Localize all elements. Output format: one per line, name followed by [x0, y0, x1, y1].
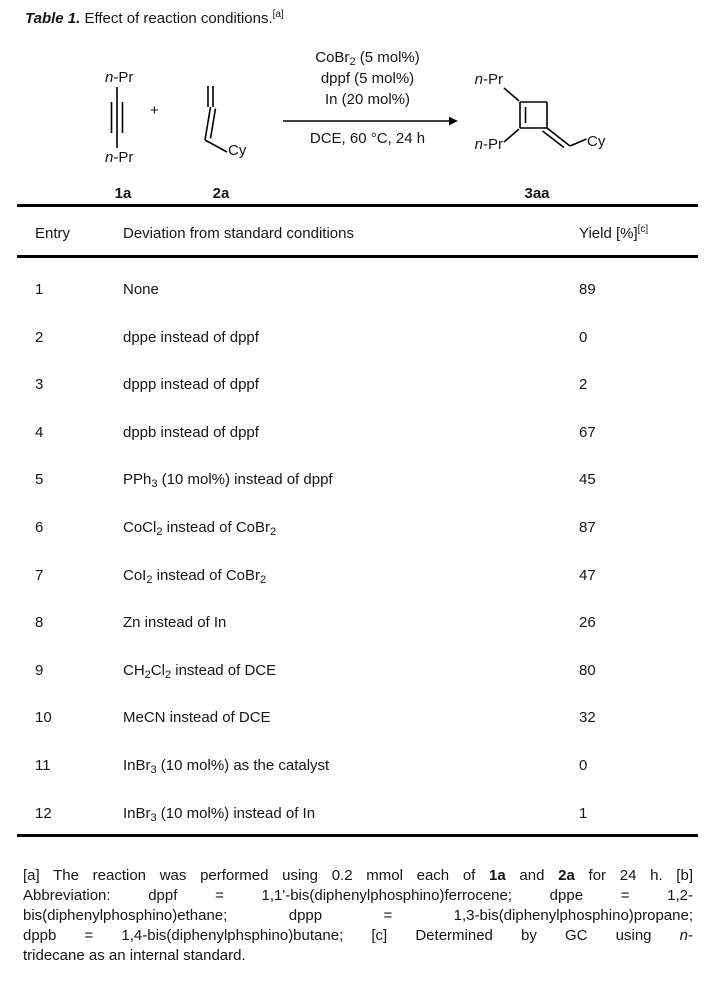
entry-cell: 10 [35, 709, 52, 727]
table-row [0, 662, 715, 680]
text-line: [a] The reaction was performed using 0.2 mmol each of 1a and 2a for 24 h. [b] [23, 867, 693, 884]
text-line: bis(diphenylphosphino)ethane; dppp = 1,3-bis(diphenylphosphino)propane; [23, 907, 693, 924]
text-line: dppf (5 mol%) [320, 70, 415, 87]
text-line: dppb = 1,4-bis(diphenylphsphino)butane; [c] Determined by GC using n- [23, 927, 693, 944]
table-row [0, 424, 715, 442]
entry-cell: 5 [35, 471, 44, 489]
deviation-cell: Zn instead of In [123, 614, 227, 632]
entry-cell: 1 [35, 281, 44, 298]
entry-cell: 2 [35, 328, 44, 346]
table-bottom-rule [17, 834, 698, 837]
deviation-cell: CoI$_2$ instead of CoBr$_2$ [123, 566, 267, 586]
text-line: tridecane as an internal standard. [23, 947, 246, 964]
text-line: Abbreviation: dppf = 1,1'-bis(diphenylphosphino)ferrocene; dppe = 1,2- [23, 887, 693, 904]
substituent-npr-top-1a: n-Pr [105, 69, 134, 86]
yield-cell: 26 [579, 614, 596, 632]
substituent-npr-bottom-3aa: n-Pr [474, 136, 503, 153]
table-row [0, 471, 715, 489]
deviation-cell: InBr$_3$ (10 mol%) as the catalyst [123, 757, 330, 776]
entry-cell: 7 [35, 566, 44, 584]
compound-label-1a: 1a [114, 185, 132, 202]
column-header-deviation: Deviation from standard conditions [123, 225, 354, 242]
yield-cell: 2 [579, 376, 588, 394]
molecule-1a-bonds [112, 87, 123, 148]
yield-cell: 67 [579, 423, 596, 441]
deviation-cell: CoCl$_2$ instead of CoBr$_2$ [123, 519, 277, 538]
yield-cell: 89 [579, 281, 596, 298]
table-top-rule [17, 204, 698, 207]
deviation-cell: None [123, 281, 159, 298]
entry-cell: 12 [35, 804, 52, 822]
column-header-yield: Yield [%][c] [579, 224, 649, 242]
table-row [0, 757, 715, 775]
table-row [0, 805, 715, 823]
compound-label-3aa: 3aa [524, 185, 550, 202]
deviation-cell: InBr$_3$ (10 mol%) instead of In [123, 804, 316, 824]
entry-cell: 11 [35, 757, 51, 774]
yield-cell: 1 [579, 804, 588, 822]
yield-cell: 32 [579, 709, 596, 727]
entry-cell: 3 [35, 376, 44, 394]
plus-sign: + [150, 102, 159, 119]
deviation-cell: PPh$_3$ (10 mol%) instead of dppf [123, 471, 333, 491]
reaction-arrow [283, 117, 458, 125]
substituent-npr-bottom-1a: n-Pr [105, 149, 134, 166]
yield-cell: 0 [579, 328, 588, 346]
entry-cell: 4 [35, 423, 44, 441]
column-header-entry: Entry [35, 225, 71, 242]
table-row [0, 376, 715, 394]
yield-cell: 87 [579, 519, 596, 536]
reaction-conditions-above-arrow [280, 47, 455, 110]
table-row [0, 614, 715, 632]
yield-cell: 0 [579, 757, 588, 774]
molecule-2a-bonds [205, 86, 227, 152]
entry-cell: 8 [35, 614, 44, 632]
deviation-cell: MeCN instead of DCE [123, 709, 271, 727]
table-row [0, 567, 715, 585]
table-header-rule [17, 255, 698, 258]
table-title: Table 1. Effect of reaction conditions.[a] [25, 9, 284, 27]
table-row [0, 709, 715, 727]
compound-label-2a: 2a [212, 185, 230, 202]
substituent-cy-3aa: Cy [587, 133, 606, 150]
molecule-3aa-bonds [504, 88, 587, 148]
yield-cell: 47 [579, 566, 596, 584]
reaction-conditions-below-arrow: DCE, 60 °C, 24 h [309, 130, 426, 147]
table-row [0, 519, 715, 537]
deviation-cell: $CH_2Cl_2$ instead of DCE [123, 661, 277, 681]
text-line: In (20 mol%) [324, 91, 411, 108]
deviation-cell: dppp instead of dppf [123, 376, 259, 394]
text-line: CoBr$_2$ (5 mol%) [315, 49, 420, 68]
yield-cell: 45 [579, 471, 596, 489]
yield-cell: 80 [579, 661, 596, 679]
entry-cell: 9 [35, 661, 44, 679]
substituent-npr-top-3aa: n-Pr [474, 71, 503, 88]
deviation-cell: dppe instead of dppf [123, 328, 259, 346]
substituent-cy-2a: Cy [228, 142, 247, 159]
table-footnotes [23, 866, 693, 966]
table-row [0, 329, 715, 347]
entry-cell: 6 [35, 519, 44, 536]
deviation-cell: dppb instead of dppf [123, 423, 259, 441]
table-row [0, 281, 715, 299]
